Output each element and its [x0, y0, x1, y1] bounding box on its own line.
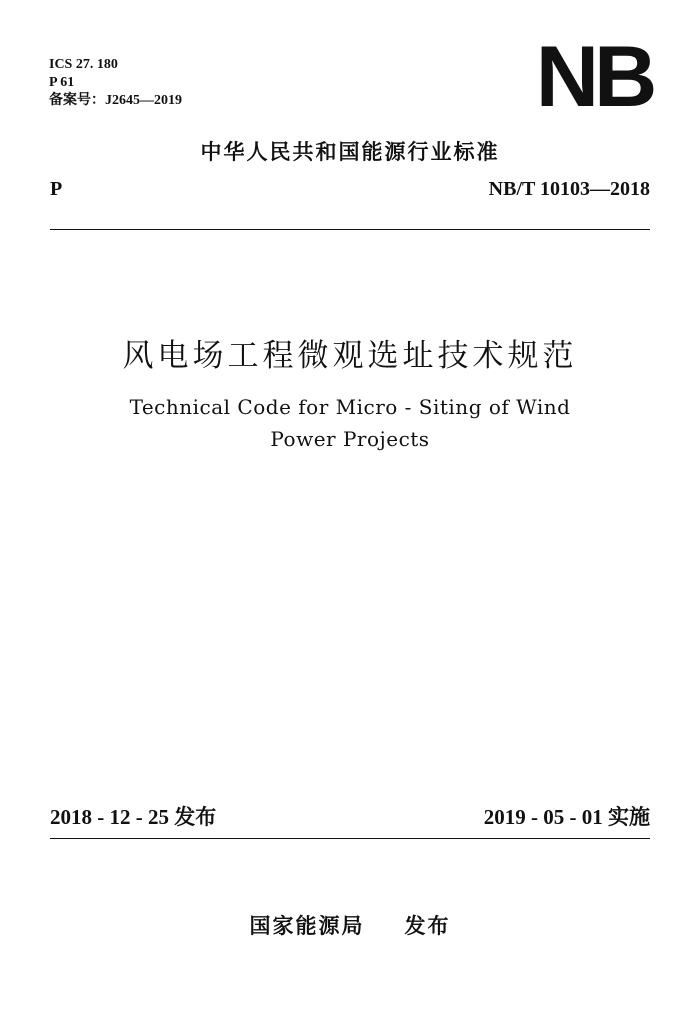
issue-date: 2018 - 12 - 25	[50, 805, 169, 829]
publisher-line	[0, 910, 700, 940]
issuer-title: 中华人民共和国能源行业标准	[200, 140, 500, 164]
publisher-action: 发布	[404, 914, 451, 938]
issue-date-block	[50, 801, 216, 831]
implement-date: 2019 - 05 - 01	[483, 805, 603, 829]
title-chinese: 风电场工程微观选址技术规范	[122, 338, 578, 374]
standard-number: NB/T 10103—2018	[488, 178, 650, 200]
header-meta	[49, 56, 182, 110]
publisher-name: 国家能源局	[249, 914, 365, 938]
title-english-line1: Technical Code for Micro - Siting of Wind	[129, 395, 571, 419]
title-english-line2: Power Projects	[270, 427, 430, 451]
issue-label: 发布	[174, 805, 217, 829]
top-divider	[50, 229, 650, 230]
bottom-divider	[50, 838, 650, 839]
category-code: P 61	[49, 75, 75, 90]
classification-letter: P	[50, 178, 63, 200]
implement-date-block	[484, 801, 650, 831]
implement-label: 实施	[608, 805, 650, 829]
record-number: 备案号：J2645—2019	[49, 93, 182, 108]
nb-logo: NB	[535, 29, 652, 125]
ics-code: ICS 27. 180	[49, 57, 118, 72]
